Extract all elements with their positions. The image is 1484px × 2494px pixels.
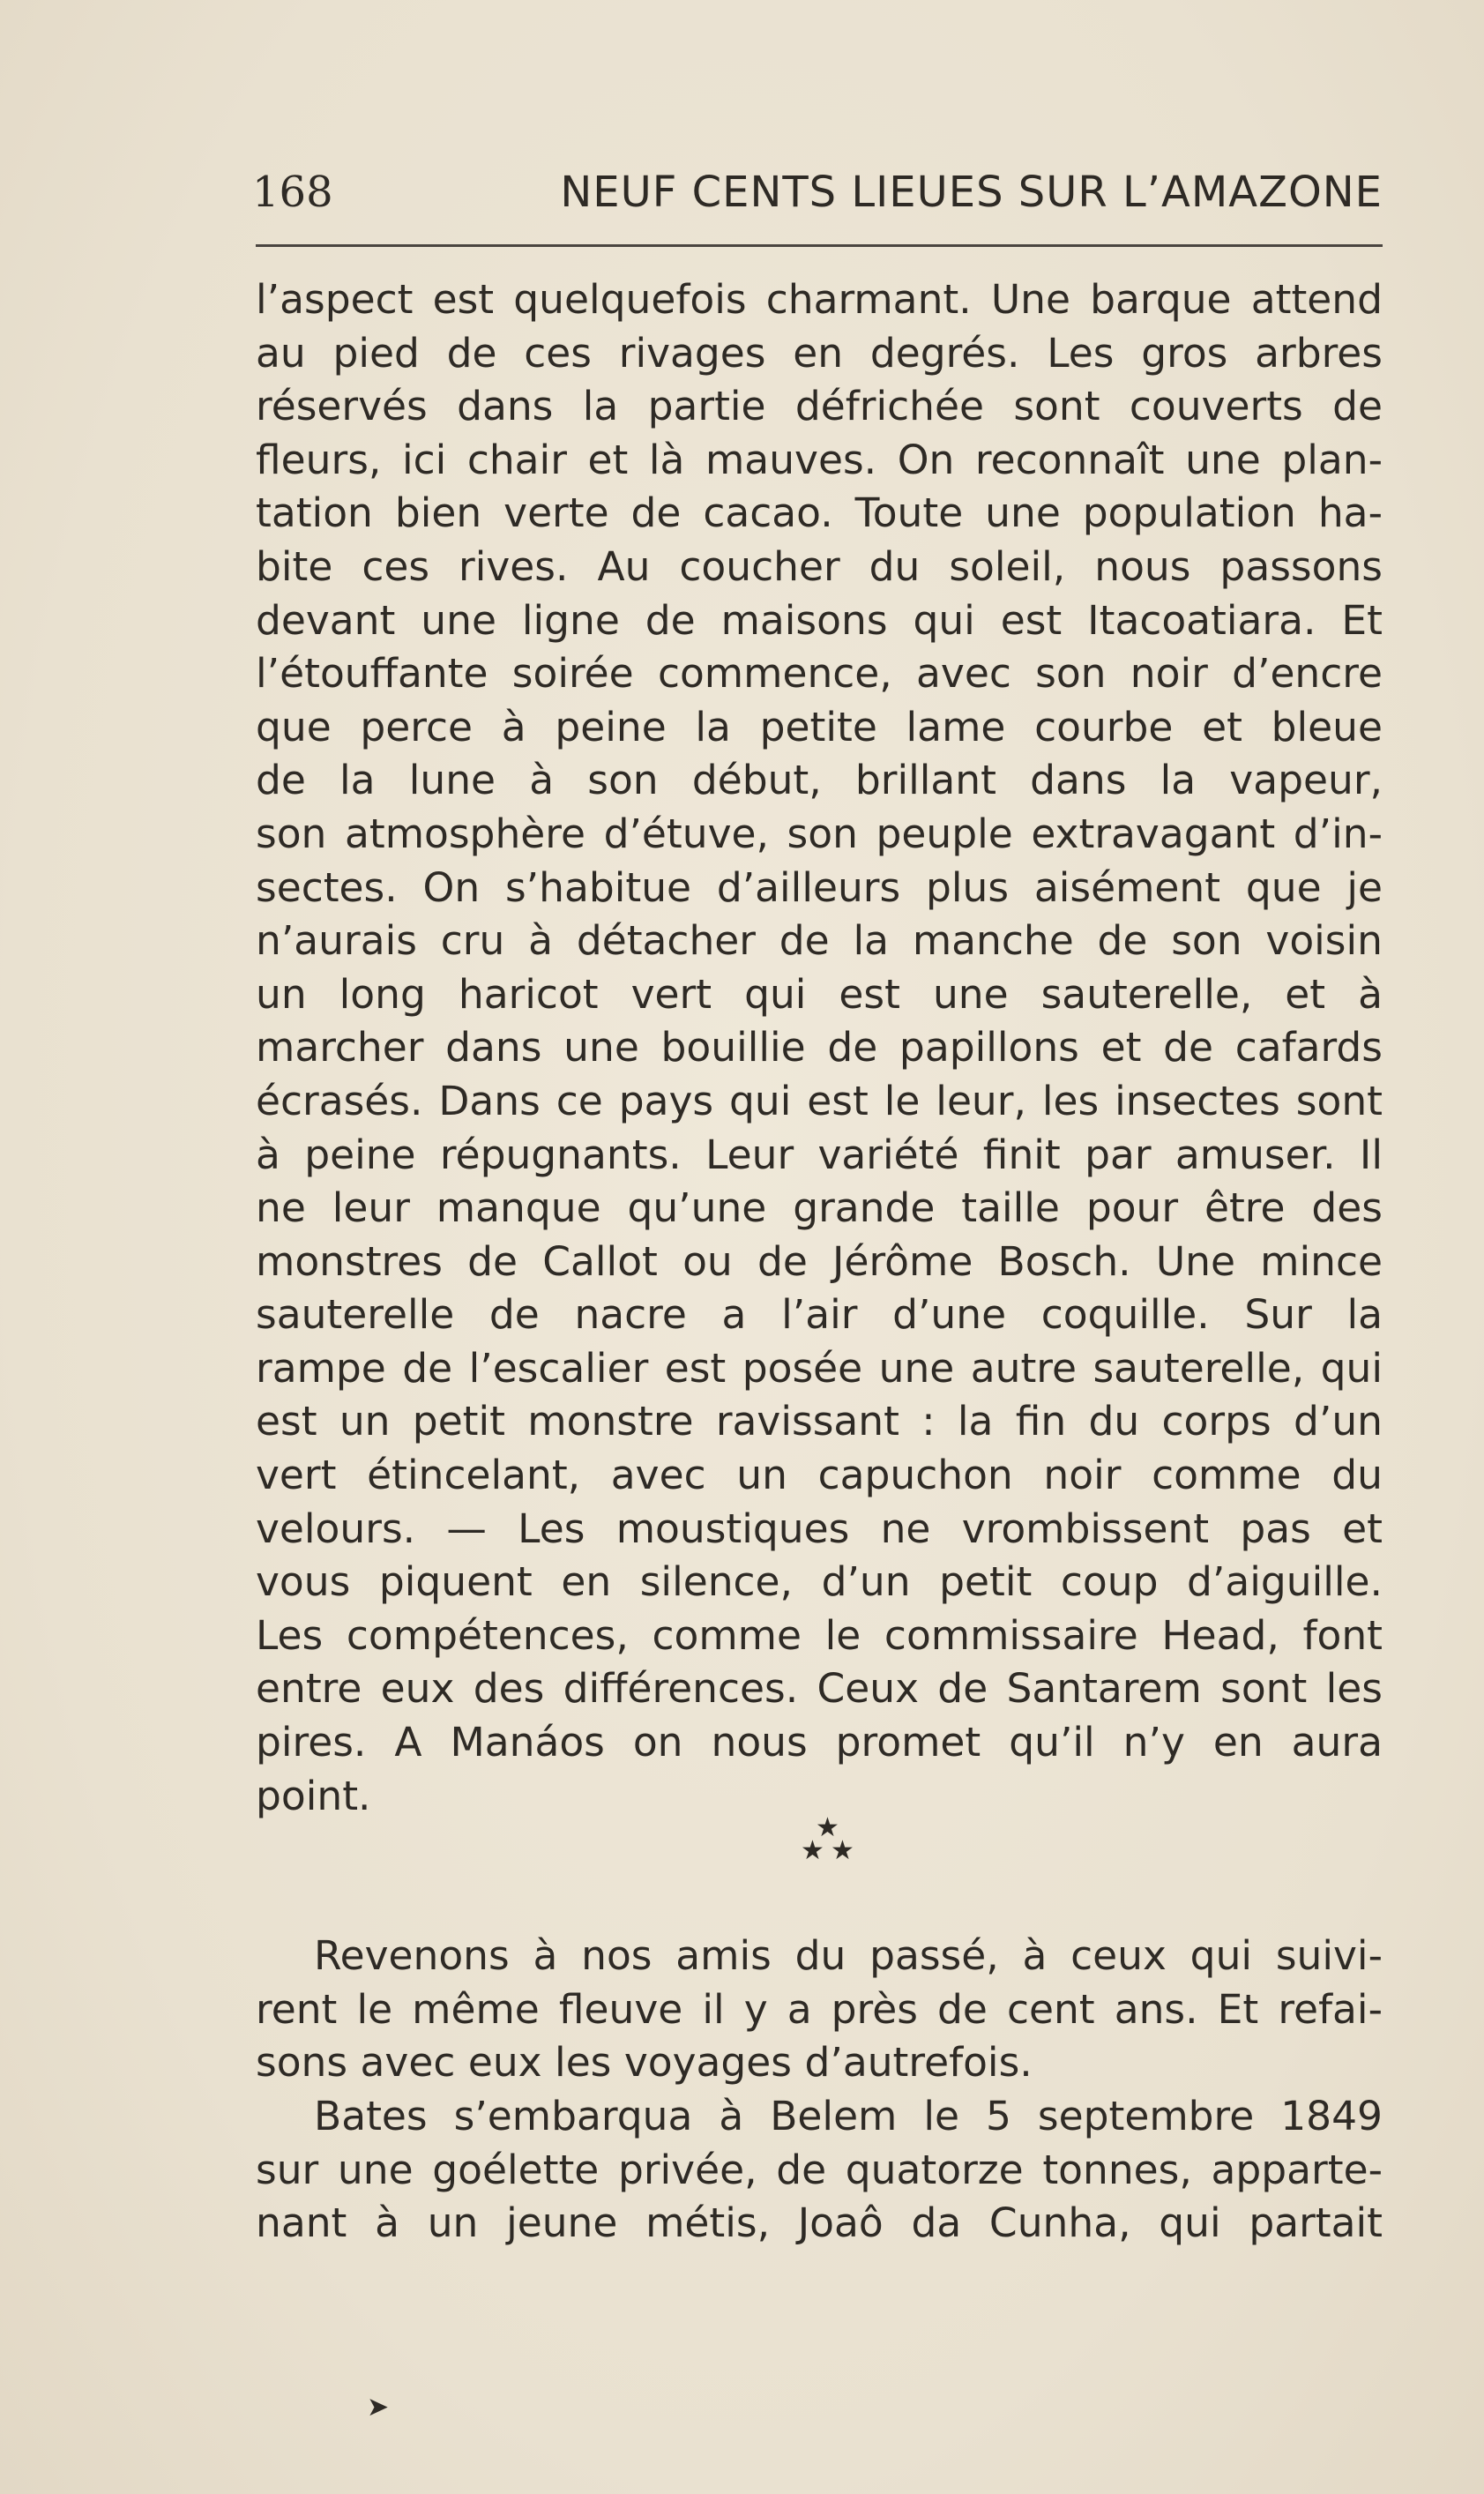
text-line: devant une ligne de maisons qui est Itacoatiara. Et	[256, 596, 1383, 644]
text-line: au pied de ces rivages en degrés. Les gros arbres	[256, 329, 1383, 377]
text-line: monstres de Callot ou de Jérôme Bosch. Une mince	[256, 1237, 1383, 1285]
text-line: fleurs, ici chair et là mauves. On reconnaît une plan-	[256, 436, 1383, 483]
header-rule	[256, 244, 1383, 247]
star-icon: ★	[801, 1835, 824, 1866]
text-line: que perce à peine la petite lame courbe et bleue	[256, 703, 1383, 750]
text-line: réservés dans la partie défrichée sont couverts de	[256, 383, 1383, 430]
text-line: velours. — Les moustiques ne vrombissent pas et	[256, 1505, 1383, 1552]
text-line: son atmosphère d’étuve, son peuple extravagant d’in-	[256, 810, 1383, 857]
text-line: point.	[256, 1772, 371, 1819]
text-line: Les compétences, comme le commissaire Head, font	[256, 1611, 1383, 1659]
text-line: vert étincelant, avec un capuchon noir comme du	[256, 1452, 1383, 1499]
running-header	[252, 166, 1383, 219]
star-icon: ★	[831, 1835, 854, 1866]
printer-mark-icon: ➤	[367, 2392, 390, 2423]
text-line: tation bien verte de cacao. Toute une population ha-	[256, 489, 1383, 537]
text-line: est un petit monstre ravissant : la fin du corps d’un	[256, 1398, 1383, 1445]
text-line: à peine répugnants. Leur variété finit par amuser. Il	[256, 1131, 1383, 1178]
text-line: de la lune à son début, brillant dans la vapeur,	[256, 757, 1383, 804]
section-break	[785, 1812, 873, 1877]
text-line: ne leur manque qu’une grande taille pour être des	[256, 1184, 1383, 1232]
text-line: marcher dans une bouillie de papillons et de cafards	[256, 1024, 1383, 1072]
text-line: sur une goélette privée, de quatorze tonnes, apparte-	[256, 2146, 1383, 2193]
page-number: 168	[252, 168, 333, 217]
text-line: l’étouffante soirée commence, avec son noir d’encre	[256, 650, 1383, 698]
text-line: bite ces rives. Au coucher du soleil, nous passons	[256, 542, 1383, 590]
text-line: un long haricot vert qui est une sauterelle, et à	[256, 970, 1383, 1018]
text-line: vous piquent en silence, d’un petit coup d’aiguille.	[256, 1558, 1383, 1606]
text-line: Revenons à nos amis du passé, à ceux qui suivi-	[314, 1932, 1383, 1980]
running-title: NEUF CENTS LIEUES SUR L’AMAZONE	[560, 168, 1383, 217]
text-line: sauterelle de nacre a l’air d’une coquille. Sur la	[256, 1291, 1383, 1339]
text-line: sectes. On s’habitue d’ailleurs plus aisément que je	[256, 863, 1383, 911]
text-line: rent le même fleuve il y a près de cent ans. Et refai-	[256, 1985, 1383, 2033]
text-line: nant à un jeune métis, Joaô da Cunha, qui partait	[256, 2199, 1383, 2247]
text-line: n’aurais cru à détacher de la manche de son voisin	[256, 917, 1383, 965]
text-line: écrasés. Dans ce pays qui est le leur, les insectes sont	[256, 1077, 1383, 1124]
text-line: rampe de l’escalier est posée une autre sauterelle, qui	[256, 1344, 1383, 1392]
text-line: Bates s’embarqua à Belem le 5 septembre 1849	[314, 2093, 1383, 2139]
text-line: entre eux des différences. Ceux de Santarem sont les	[256, 1665, 1383, 1713]
text-line: pires. A Manáos on nous promet qu’il n’y en aura	[256, 1719, 1383, 1766]
star-icon: ★	[816, 1812, 839, 1843]
body-text	[256, 273, 1383, 2251]
text-line: sons avec eux les voyages d’autrefois.	[256, 2039, 1033, 2087]
text-line: l’aspect est quelquefois charmant. Une barque attend	[256, 276, 1383, 323]
